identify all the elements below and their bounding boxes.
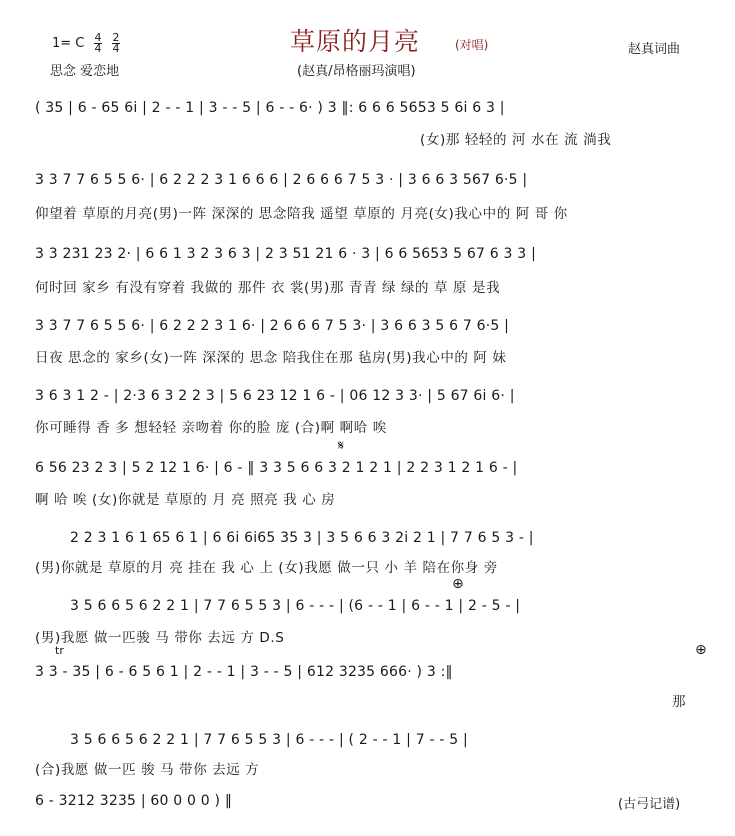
- notation-line-3: 3 3 231 23 2· | 6 6 1 3 2 3 6 3 | 2 3 51 21 6 · 3 | 6 6 5653 5 67 6 3 3 |: [35, 246, 536, 262]
- lyric-line-6: 啊 哈 唉 (女)你就是 草原的 月 亮 照亮 我 心 房: [35, 492, 336, 508]
- notation-line-6: 6 56 23 2 3 | 5 2 12 1 6· | 6 - ‖ 3 3 5 6 6 3 2 1 2 1 | 2 2 3 1 2 1 6 - |: [35, 460, 518, 476]
- notation-line-5: 3 6 3 1 2 - | 2·3 6 3 2 2 3 | 5 6 23 12 1 6 - | 06 12 3 3· | 5 67 6i 6· |: [35, 388, 515, 404]
- lyric-line-2: 仰望着 草原的月亮(男)一阵 深深的 思念陪我 遥望 草原的 月亮(女)我心中的 阿 哥 你: [35, 206, 568, 222]
- lyric-line-8: (男)我愿 做一匹骏 马 带你 去远 方 D.S: [35, 630, 285, 646]
- notation-line-10: 3 5 6 6 5 6 2 2 1 | 7 7 6 5 5 3 | 6 - - - | ( 2 - - 1 | 7 - - 5 |: [70, 732, 468, 748]
- coda-sign: ⊕: [452, 576, 464, 592]
- performers: (赵真/昂格丽玛演唱): [297, 64, 416, 79]
- notation-line-1: ( 35 | 6 - 65 6i | 2 - - 1 | 3 - - 5 | 6 - - 6· ) 3 ‖: 6 6 6 5653 5 6i 6 3 |: [35, 100, 505, 116]
- coda-sign-2: ⊕: [695, 642, 707, 658]
- key-signature: 1= C: [52, 36, 85, 51]
- time-signature-4-4: 4 4: [94, 31, 102, 55]
- notation-line-9: 3 3 - 35 | 6 - 6 5 6 1 | 2 - - 1 | 3 - - 5 | 612 3235 666· ) 3 :‖: [35, 664, 453, 680]
- lyric-line-5: 你可睡得 香 多 想轻轻 亲吻着 你的脸 庞 (合)啊 啊哈 唉: [35, 420, 387, 436]
- notation-line-4: 3 3 7 7 6 5 5 6· | 6 2 2 2 3 1 6· | 2 6 6 6 7 5 3· | 3 6 6 3 5 6 7 6·5 |: [35, 318, 510, 334]
- song-title: 草原的月亮: [290, 27, 421, 56]
- lyric-line-10: (合)我愿 做一匹 骏 马 带你 去远 方: [35, 762, 260, 778]
- mood-marking: 思念 爱恋地: [50, 64, 120, 79]
- lyric-line-4: 日夜 思念的 家乡(女)一阵 深深的 思念 陪我住在那 毡房(男)我心中的 阿 妹: [35, 350, 507, 366]
- notation-line-7: 2 2 3 1 6 1 65 6 1 | 6 6i 6i65 35 3 | 3 5 6 6 3 2i 2 1 | 7 7 6 5 3 - |: [70, 530, 534, 546]
- title-note: (对唱): [455, 38, 489, 52]
- lyric-line-3: 何时回 家乡 有没有穿着 我做的 那件 衣 裳(男)那 青青 绿 绿的 草 原 是我: [35, 280, 501, 296]
- lyric-line-9: 那: [672, 694, 687, 710]
- segno-sign: 𝄋: [338, 438, 345, 454]
- time-signature-2-4: 2 4: [112, 31, 120, 55]
- transcriber-credit: (古弓记谱): [618, 797, 681, 812]
- trill-mark: tr: [55, 644, 64, 657]
- notation-line-8: 3 5 6 6 5 6 2 2 1 | 7 7 6 5 5 3 | 6 - - - | (6 - - 1 | 6 - - 1 | 2 - 5 - |: [70, 598, 521, 614]
- notation-line-2: 3 3 7 7 6 5 5 6· | 6 2 2 2 3 1 6 6 6 | 2 6 6 6 7 5 3 · | 3 6 6 3 567 6·5 |: [35, 172, 528, 188]
- credits: 赵真词曲: [628, 42, 681, 57]
- lyric-line-7: (男)你就是 草原的月 亮 挂在 我 心 上 (女)我愿 做一只 小 羊 陪在你身 旁: [35, 560, 498, 576]
- notation-line-11: 6 - 3212 3235 | 60 0 0 0 ) ‖: [35, 793, 233, 809]
- lyric-line-1: (女)那 轻轻的 河 水在 流 淌我: [420, 132, 612, 148]
